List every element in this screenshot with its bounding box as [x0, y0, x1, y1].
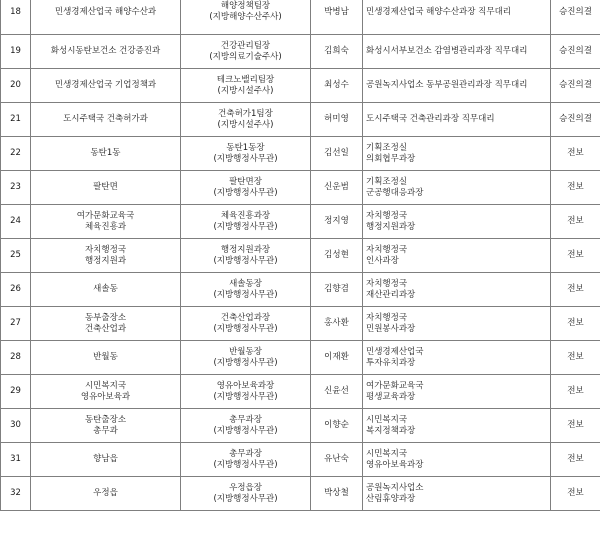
row-number-cell: 24 — [1, 205, 31, 239]
position-cell-line: 우정읍장 — [229, 482, 262, 493]
new-post-cell-line: 공원녹지사업소 — [366, 482, 424, 493]
table-row — [1, 477, 600, 511]
new-post-cell — [363, 137, 551, 171]
position-cell — [181, 205, 311, 239]
position-cell-line: 해양정책팀장 — [220, 1, 271, 11]
new-post-cell-line: 민생경제산업국 해양수산과장 직무대리 — [366, 6, 511, 17]
new-post-cell-line: 복지정책과장 — [366, 425, 416, 436]
row-number-cell: 28 — [1, 341, 31, 375]
new-post-cell-line: 기획조정실 — [366, 142, 408, 153]
new-post-cell-line: 민원봉사과장 — [366, 323, 416, 334]
department-cell — [31, 341, 181, 375]
name-cell: 정지영 — [311, 205, 363, 239]
table-row — [1, 35, 600, 69]
note-cell: 전보 — [551, 307, 600, 341]
row-number-cell: 25 — [1, 239, 31, 273]
position-cell-line: (지방시설주사) — [217, 85, 274, 96]
new-post-cell-line: 자치행정국 — [366, 210, 408, 221]
note-cell: 전보 — [551, 443, 600, 477]
new-post-cell-line: 투자유치과장 — [366, 357, 416, 368]
new-post-cell — [363, 0, 551, 35]
note-cell: 승진의결 — [551, 35, 600, 69]
name-cell: 박상철 — [311, 477, 363, 511]
position-cell-line: 건축허가1팀장 — [218, 108, 273, 119]
row-number-cell: 23 — [1, 171, 31, 205]
row-number-cell: 18 — [1, 0, 31, 35]
department-cell-line: 시민복지국 — [84, 380, 127, 391]
name-cell: 신윤선 — [311, 375, 363, 409]
note-cell: 전보 — [551, 273, 600, 307]
name-cell: 김성현 — [311, 239, 363, 273]
department-cell-line: 화성시동탄보건소 건강증진과 — [50, 46, 161, 56]
position-cell — [181, 409, 311, 443]
name-cell: 신운범 — [311, 171, 363, 205]
position-cell — [181, 0, 311, 35]
table-row — [1, 307, 600, 341]
new-post-cell — [363, 477, 551, 511]
department-cell — [31, 307, 181, 341]
table-row — [1, 171, 600, 205]
row-number-cell: 29 — [1, 375, 31, 409]
note-cell: 승진의결 — [551, 0, 600, 35]
note-cell: 승진의결 — [551, 103, 600, 137]
position-cell-line: 팔탄면장 — [229, 176, 262, 187]
table-row — [1, 273, 600, 307]
department-cell-line: 여가문화교육국 — [76, 210, 135, 221]
new-post-cell-line: 재산관리과장 — [366, 289, 416, 300]
department-cell-line: 동부출장소 — [84, 312, 127, 323]
row-number-cell: 22 — [1, 137, 31, 171]
department-cell — [31, 137, 181, 171]
row-number-cell: 26 — [1, 273, 31, 307]
table-row — [1, 239, 600, 273]
position-cell — [181, 239, 311, 273]
position-cell-line: (지방행정사무관) — [213, 493, 278, 504]
new-post-cell-line: 영유아보육과장 — [366, 459, 424, 470]
new-post-cell — [363, 69, 551, 103]
new-post-cell — [363, 375, 551, 409]
table-row — [1, 443, 600, 477]
department-cell — [31, 205, 181, 239]
position-cell-line: (지방행정사무관) — [213, 153, 278, 164]
position-cell-line: 영유아보육과장 — [216, 380, 275, 391]
new-post-cell — [363, 307, 551, 341]
name-cell: 김희숙 — [311, 35, 363, 69]
department-cell — [31, 375, 181, 409]
new-post-cell-line: 도시주택국 건축관리과장 직무대리 — [366, 114, 495, 124]
department-cell — [31, 69, 181, 103]
new-post-cell — [363, 103, 551, 137]
position-cell-line: 총무과장 — [229, 414, 262, 425]
new-post-cell-line: 자치행정국 — [366, 278, 408, 289]
new-post-cell — [363, 171, 551, 205]
note-cell: 전보 — [551, 239, 600, 273]
row-number-cell: 27 — [1, 307, 31, 341]
department-cell — [31, 443, 181, 477]
name-cell: 홍사환 — [311, 307, 363, 341]
table-row — [1, 409, 600, 443]
position-cell — [181, 477, 311, 511]
new-post-cell-line: 산림휴양과장 — [366, 493, 416, 504]
position-cell-line: (지방행정사무관) — [213, 459, 278, 470]
department-cell — [31, 239, 181, 273]
new-post-cell-line: 의회협무과장 — [366, 153, 416, 164]
note-cell: 전보 — [551, 409, 600, 443]
new-post-cell — [363, 35, 551, 69]
name-cell: 김향겸 — [311, 273, 363, 307]
position-cell — [181, 307, 311, 341]
row-number-cell: 19 — [1, 35, 31, 69]
position-cell — [181, 443, 311, 477]
position-cell — [181, 341, 311, 375]
department-cell-line: 체육진흥과 — [84, 221, 127, 232]
row-number-cell: 30 — [1, 409, 31, 443]
new-post-cell-line: 자치행정국 — [366, 312, 408, 323]
department-cell-line: 행정지원과 — [84, 255, 127, 266]
new-post-cell-line: 화성시서부보건소 감염병관리과장 직무대리 — [366, 46, 528, 56]
department-cell — [31, 0, 181, 35]
position-cell — [181, 35, 311, 69]
position-cell-line: 새솔동장 — [229, 278, 262, 289]
department-cell-line: 민생경제산업국 해양수산과 — [54, 6, 157, 17]
position-cell-line: 총무과장 — [229, 448, 262, 459]
position-cell — [181, 137, 311, 171]
new-post-cell-line: 시민복지국 — [366, 414, 408, 425]
department-cell-line: 영유아보육과 — [80, 391, 131, 402]
name-cell: 이재환 — [311, 341, 363, 375]
department-cell — [31, 477, 181, 511]
note-cell: 승진의결 — [551, 69, 600, 103]
position-cell-line: 동탄1동장 — [226, 142, 265, 153]
table-row — [1, 205, 600, 239]
position-cell-line: 반월동장 — [229, 346, 262, 357]
department-cell-line: 동탄1동 — [90, 148, 121, 158]
table-row — [1, 341, 600, 375]
new-post-cell-line: 행정지원과장 — [366, 221, 416, 232]
department-cell — [31, 273, 181, 307]
department-cell — [31, 35, 181, 69]
position-cell-line: (지방행정사무관) — [213, 221, 278, 232]
name-cell: 박병남 — [311, 0, 363, 35]
table-row — [1, 375, 600, 409]
note-cell: 전보 — [551, 341, 600, 375]
position-cell-line: (지방행정사무관) — [213, 391, 278, 402]
note-cell: 전보 — [551, 477, 600, 511]
name-cell: 김선일 — [311, 137, 363, 171]
row-number-cell: 31 — [1, 443, 31, 477]
position-cell-line: (지방해양수산주사) — [209, 12, 282, 22]
department-cell — [31, 409, 181, 443]
personnel-table-body — [1, 0, 600, 511]
position-cell-line: (지방시설주사) — [217, 119, 274, 130]
new-post-cell — [363, 341, 551, 375]
note-cell: 전보 — [551, 375, 600, 409]
row-number-cell: 32 — [1, 477, 31, 511]
department-cell-line: 새솔동 — [93, 284, 118, 294]
row-number-cell: 20 — [1, 69, 31, 103]
name-cell: 유난숙 — [311, 443, 363, 477]
position-cell — [181, 273, 311, 307]
note-cell: 전보 — [551, 205, 600, 239]
department-cell-line: 향남읍 — [93, 454, 118, 464]
department-cell — [31, 171, 181, 205]
note-cell: 전보 — [551, 171, 600, 205]
name-cell: 이향순 — [311, 409, 363, 443]
new-post-cell — [363, 409, 551, 443]
position-cell — [181, 171, 311, 205]
position-cell-line: (지방행정사무관) — [213, 323, 278, 334]
department-cell-line: 자치행정국 — [84, 244, 127, 255]
position-cell — [181, 69, 311, 103]
position-cell-line: 건강관리팀장 — [220, 40, 271, 51]
new-post-cell — [363, 443, 551, 477]
department-cell-line: 팔탄면 — [93, 182, 118, 192]
position-cell-line: 테크노밸리팀장 — [216, 74, 275, 85]
table-row — [1, 0, 600, 35]
new-post-cell-line: 민생경제산업국 — [366, 346, 424, 357]
department-cell — [31, 103, 181, 137]
new-post-cell-line: 평생교육과장 — [366, 391, 416, 402]
position-cell-line: 건축산업과장 — [220, 312, 271, 323]
position-cell — [181, 375, 311, 409]
table-row — [1, 103, 600, 137]
new-post-cell-line: 시민복지국 — [366, 448, 408, 459]
position-cell-line: 행정지원과장 — [220, 244, 271, 255]
position-cell-line: 체육진흥과장 — [220, 210, 271, 221]
note-cell: 전보 — [551, 137, 600, 171]
new-post-cell-line: 공원녹지사업소 동부공원관리과장 직무대리 — [366, 80, 528, 90]
new-post-cell — [363, 205, 551, 239]
position-cell-line: (지방행정사무관) — [213, 289, 278, 300]
position-cell-line: (지방행정사무관) — [213, 425, 278, 436]
name-cell: 최성수 — [311, 69, 363, 103]
department-cell-line: 우정읍 — [93, 488, 118, 498]
table-row — [1, 69, 600, 103]
new-post-cell — [363, 239, 551, 273]
new-post-cell — [363, 273, 551, 307]
name-cell: 허미영 — [311, 103, 363, 137]
department-cell-line: 반월동 — [93, 352, 118, 362]
position-cell — [181, 103, 311, 137]
position-cell-line: (지방행정사무관) — [213, 357, 278, 368]
new-post-cell-line: 군공행대응과장 — [366, 187, 424, 198]
new-post-cell-line: 자치행정국 — [366, 244, 408, 255]
new-post-cell-line: 기획조정실 — [366, 176, 408, 187]
position-cell-line: (지방행정사무관) — [213, 187, 278, 198]
department-cell-line: 도시주택국 건축허가과 — [63, 114, 148, 124]
row-number-cell: 21 — [1, 103, 31, 137]
table-row — [1, 137, 600, 171]
department-cell-line: 건축산업과 — [84, 323, 127, 334]
department-cell-line: 총무과 — [93, 425, 118, 436]
new-post-cell-line: 여가문화교육국 — [366, 380, 424, 391]
department-cell-line: 민생경제산업국 기업정책과 — [54, 80, 157, 90]
department-cell-line: 동탄출장소 — [84, 414, 127, 425]
position-cell-line: (지방행정사무관) — [213, 255, 278, 266]
position-cell-line: (지방의료기술주사) — [209, 51, 282, 62]
new-post-cell-line: 인사과장 — [366, 255, 399, 266]
